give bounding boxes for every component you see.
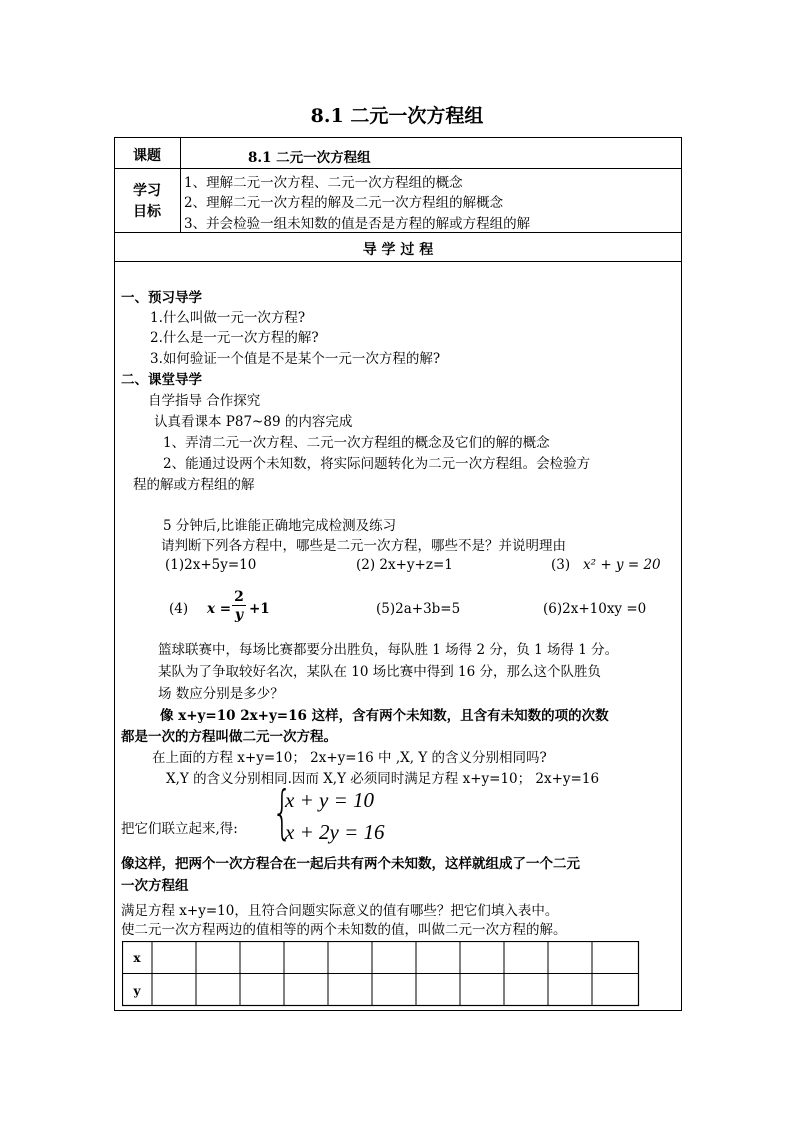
preview-heading: 一、预习导学	[121, 290, 202, 306]
equation-3-expr: x² + y = 20	[583, 557, 661, 573]
row-divider-process	[114, 261, 682, 262]
equation-4-lhs: x =	[207, 601, 232, 617]
equation-4-numerator: 2	[234, 589, 244, 605]
preview-question: 1.什么叫做一元一次方程?	[150, 310, 306, 326]
system-equation-1: x + y = 10	[285, 788, 374, 812]
page-title: 8.1 二元一次方程组	[310, 105, 484, 127]
topic-value: 8.1 二元一次方程组	[248, 150, 371, 166]
equation-4-tail: +1	[249, 601, 270, 617]
equation-6: (6)2x+10xy =0	[543, 601, 647, 617]
row-divider-topic	[114, 168, 682, 169]
question-line: 在上面的方程 x+y=10； 2x+y=16 中 ,X, Y 的含义分别相同吗?	[152, 750, 547, 766]
left-brace: {	[272, 778, 293, 846]
answer-line: X,Y 的含义分别相同.因而 X,Y 必须同时满足方程 x+y=10； 2x+y=16	[166, 771, 600, 787]
equation-3-label: (3)	[551, 557, 571, 573]
equation-1: (1)2x+5y=10	[165, 557, 257, 573]
definition-line: 像 x+y=10 2x+y=16 这样，含有两个未知数，且含有未知数的项的次数	[160, 708, 609, 724]
definition-line: 一次方程组	[121, 878, 189, 894]
problem-line: 某队为了争取较好名次，某队在 10 场比赛中得到 16 分，那么这个队胜负	[158, 664, 602, 680]
prompt-line: 请判断下列各方程中，哪些是二元一次方程，哪些不是？并说明理由	[161, 538, 566, 554]
classroom-item: 2、能通过设两个未知数，将实际问题转化为二元一次方程组。会检验方	[163, 456, 591, 472]
process-header: 导 学 过 程	[362, 242, 434, 258]
classroom-heading: 二、课堂导学	[121, 372, 202, 388]
task-line: 5 分钟后,比谁能正确地完成检测及练习	[163, 518, 397, 534]
equation-5: (5)2a+3b=5	[376, 601, 461, 617]
table-row-label-y: y	[133, 984, 141, 998]
equation-2: (2) 2x+y+z=1	[356, 557, 453, 573]
fill-instruction: 满足方程 x+y=10，且符合问题实际意义的值有哪些？把它们填入表中。	[121, 903, 559, 919]
definition-line: 都是一次的方程叫做二元一次方程。	[121, 729, 337, 745]
equation-4-label: (4)	[169, 601, 189, 617]
equation-4-fraction	[232, 589, 246, 624]
goal-item: 1、理解二元一次方程、二元一次方程组的概念	[184, 175, 463, 191]
solution-table	[122, 941, 640, 1007]
solution-definition: 使二元一次方程两边的值相等的两个未知数的值，叫做二元一次方程的解。	[121, 922, 567, 938]
system-equation-2: x + 2y = 16	[285, 820, 385, 844]
preview-question: 3.如何验证一个值是不是某个一元一次方程的解?	[150, 351, 441, 367]
label-column-divider	[180, 137, 181, 232]
classroom-item: 1、弄清二元一次方程、二元一次方程组的概念及它们的解的概念	[163, 435, 550, 451]
classroom-line: 认真看课本 P87~89 的内容完成	[154, 414, 353, 430]
goal-item: 2、理解二元一次方程的解及二元一次方程组的解概念	[184, 195, 504, 211]
goals-label-line1: 学习	[133, 183, 161, 199]
topic-label: 课题	[133, 148, 161, 164]
classroom-item: 程的解或方程组的解	[133, 477, 255, 493]
row-divider-goals	[114, 232, 682, 233]
combine-label: 把它们联立起来,得:	[121, 821, 238, 837]
classroom-line: 自学指导 合作探究	[148, 393, 261, 409]
definition-line: 像这样，把两个一次方程合在一起后共有两个未知数，这样就组成了一个二元	[121, 856, 580, 872]
goal-item: 3、并会检验一组未知数的值是否是方程的解或方程组的解	[184, 216, 531, 232]
worksheet-frame	[114, 137, 682, 1011]
table-row-label-x: x	[133, 951, 141, 965]
equation-4-denominator: y	[234, 607, 244, 623]
problem-line: 篮球联赛中，每场比赛都要分出胜负，每队胜 1 场得 2 分，负 1 场得 1 分。	[158, 642, 619, 658]
preview-question: 2.什么是一元一次方程的解?	[150, 330, 319, 346]
goals-label-line2: 目标	[133, 204, 161, 220]
problem-line: 场 数应分别是多少？	[158, 686, 284, 702]
